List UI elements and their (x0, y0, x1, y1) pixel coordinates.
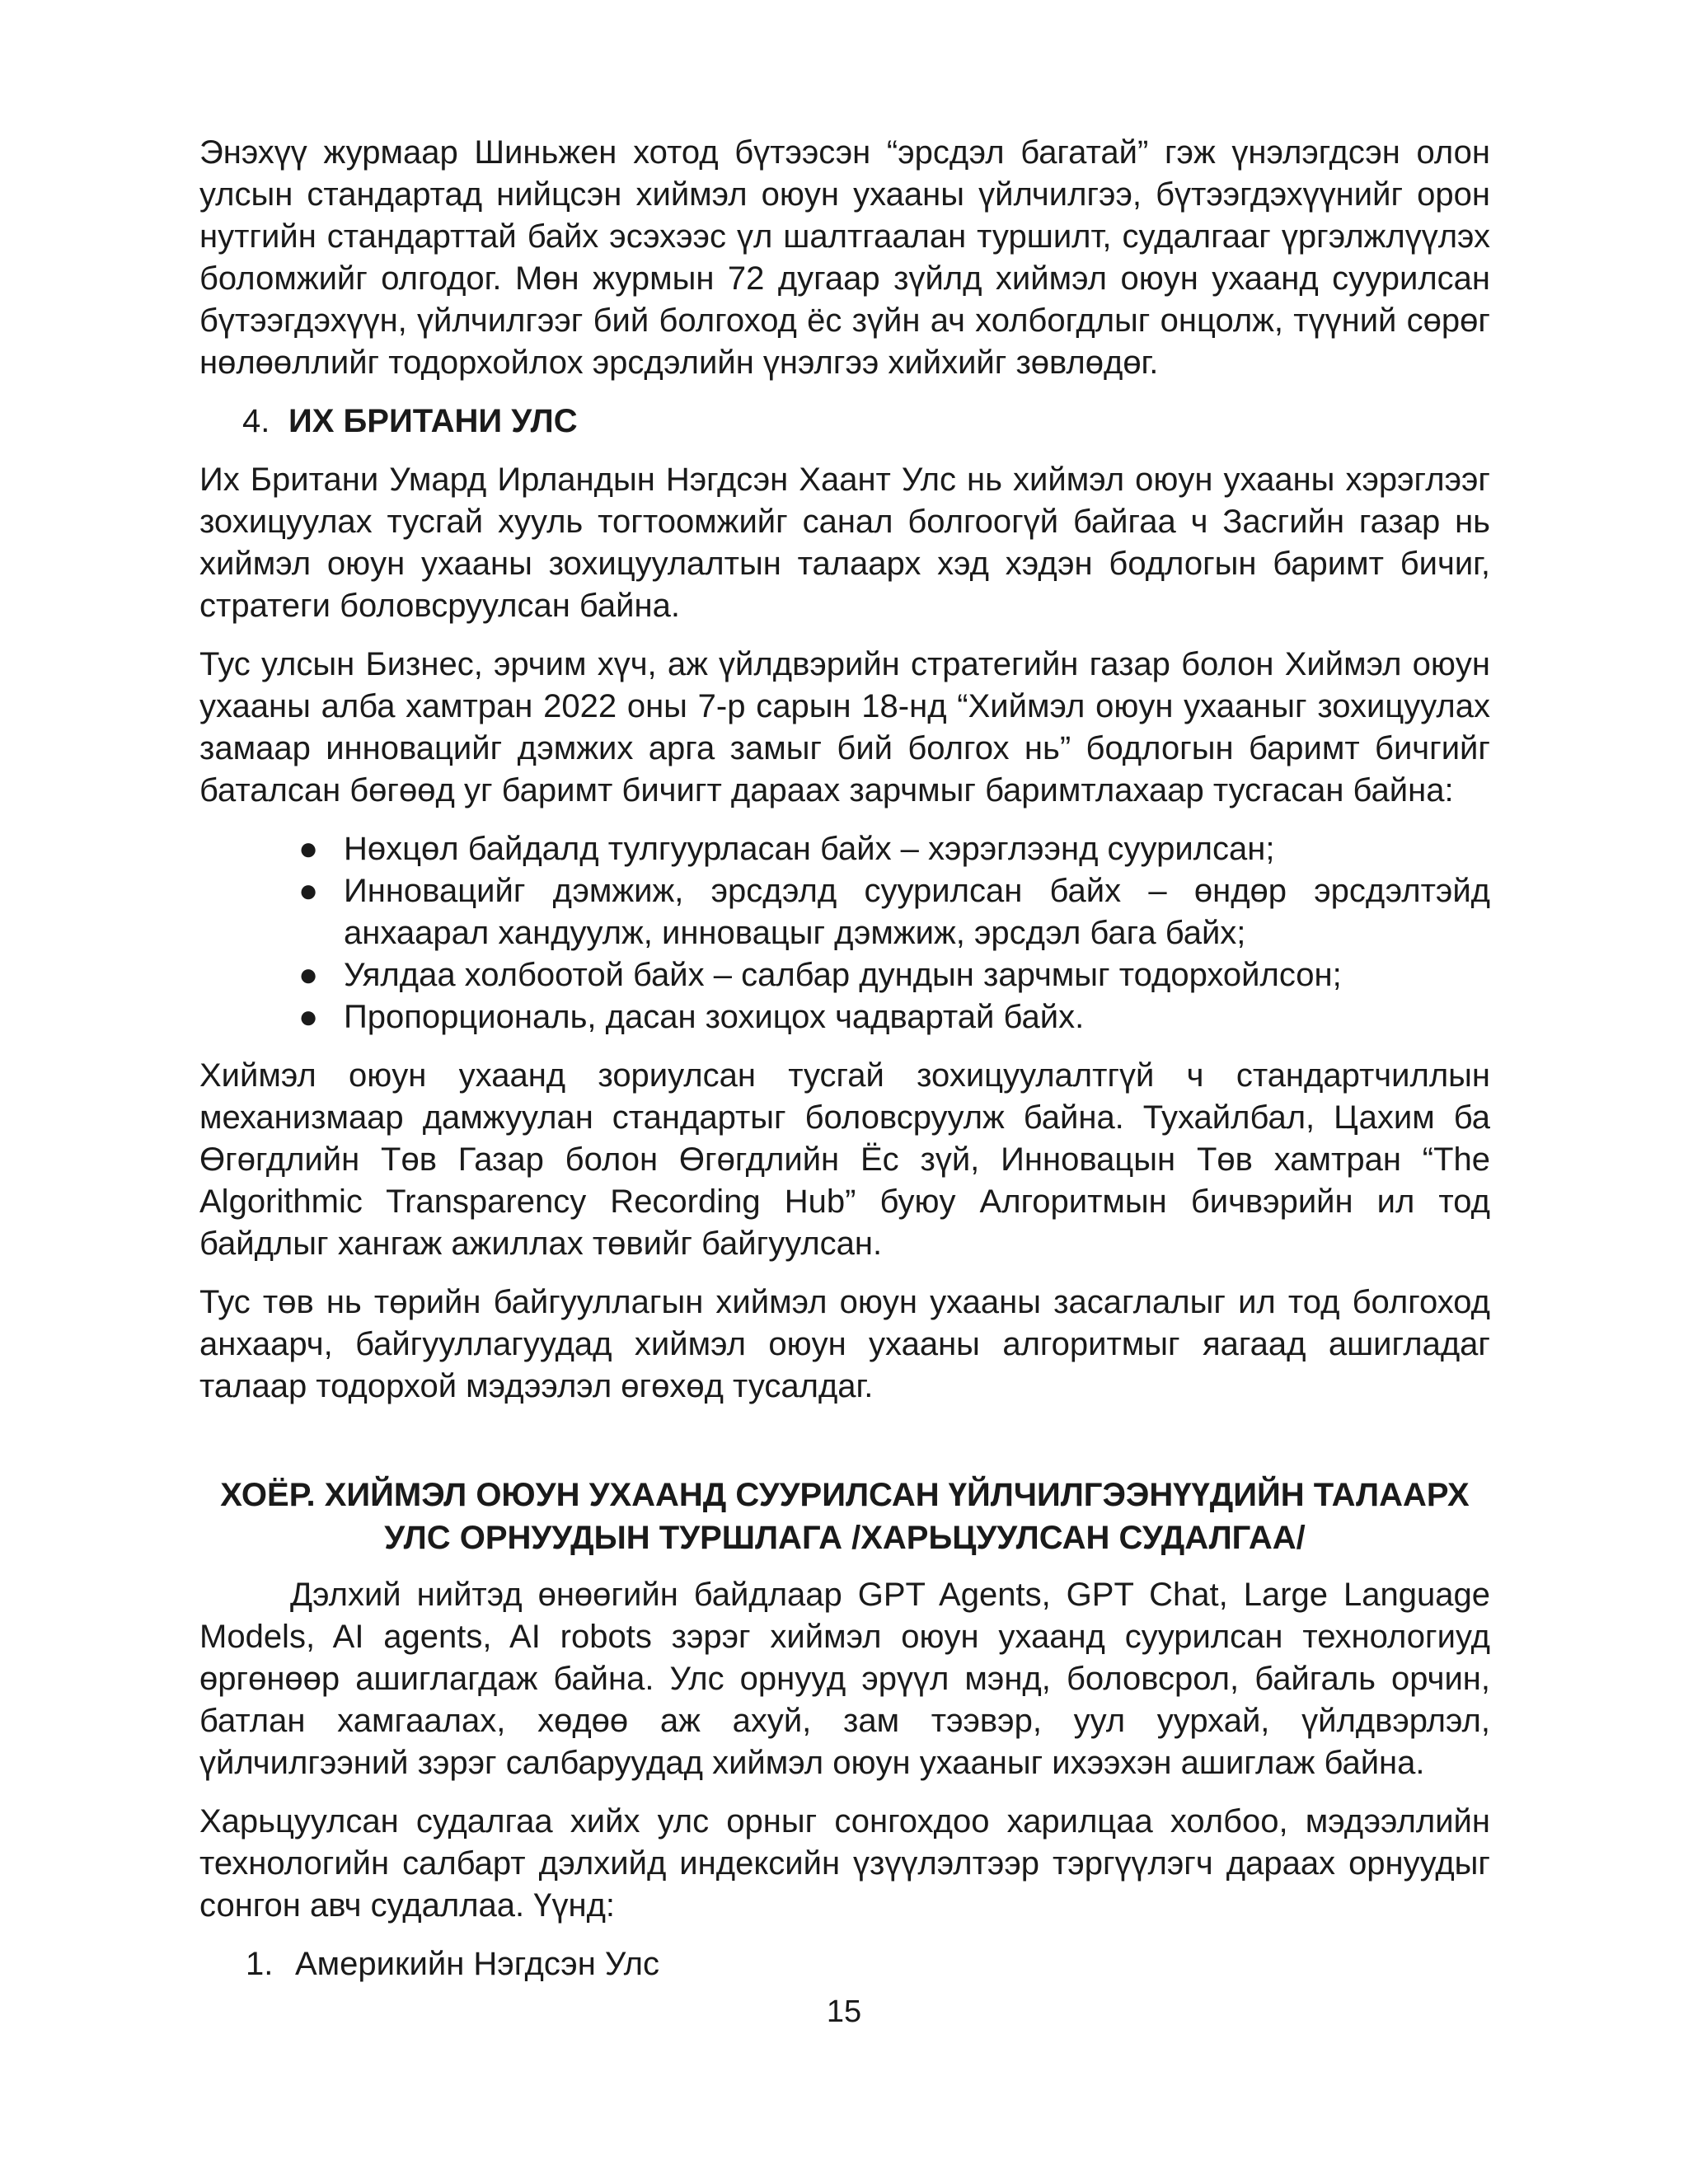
paragraph-shenzhen: Энэхүү журмаар Шиньжен хотод бүтээсэн “эрсдэл багатай” гэж үнэлэгдсэн олон улсын стандартад нийцсэн хиймэл оюун ухааны үйлчилгээ, бүтээгдэхүүнийг орон нутгийн стандарттай байх эсэхээс үл шалтгаалан туршилт, судалгааг үргэлжлүүлэх боломжийг олгодог. Мөн журмын 72 дугаар зүйлд хиймэл оюун ухаанд суурилсан бүтээгдэхүүн, үйлчилгээг бий болгоход ёс зүйн ач холбогдлыг онцолж, түүний сөрөг нөлөөллийг тодорхойлох эрсдэлийн үнэлгээ хийхийг зөвлөдөг. (199, 134, 1490, 381)
section-title: ИХ БРИТАНИ УЛС (288, 403, 578, 439)
page-number: 15 (826, 1994, 862, 2029)
paragraph-country-selection: Харьцуулсан судалгаа хийх улс орныг сонгохдоо харилцаа холбоо, мэдээллийн технологийн салбарт дэлхийд индексийн үзүүлэлтээр тэргүүлэгч дараах орнуудыг сонгон авч судаллаа. Үүнд: (199, 1803, 1490, 1924)
page-content (199, 132, 1490, 1985)
country-list (199, 1943, 1490, 1985)
list-item: ● Пропорциональ, дасан зохицох чадвартай байх. (199, 996, 1490, 1038)
paragraph-global-ai: Дэлхий нийтэд өнөөгийн байдлаар GPT Agents, GPT Chat, Large Language Models, AI agents, AI robots зэрэг хиймэл оюун ухаанд суурилсан технологиуд өргөнөөр ашиглагдаж байна. Улс орнууд эрүүл мэнд, боловсрол, байгаль орчин, батлан хамгаалах, хөдөө аж ахуй, зам тээвэр, уул уурхай, үйлдвэрлэл, үйлчилгээний зэрэг салбаруудад хиймэл оюун ухааныг ихээхэн ашиглаж байна. (199, 1577, 1490, 1781)
list-item (199, 1943, 1490, 1985)
chapter-heading (199, 1474, 1490, 1559)
list-item: ● Нөхцөл байдалд тулгуурласан байх – хэрэглээнд суурилсан; (199, 828, 1490, 870)
country-name: Америкийн Нэгдсэн Улс (295, 1946, 659, 1982)
bullet-icon: ● (298, 831, 319, 867)
bullet-icon: ● (298, 999, 319, 1035)
paragraph-transparency-hub: Тус төв нь төрийн байгууллагын хиймэл оюун ухааны засаглалыг ил тод болгоход анхаарч, байгууллагуудад хиймэл оюун ухааны алгоритмыг яагаад ашигладаг талаар тодорхой мэдээлэл өгөхөд тусалдаг. (199, 1284, 1490, 1404)
chapter-heading-line-1: ХОЁР. ХИЙМЭЛ ОЮУН УХААНД СУУРИЛСАН ҮЙЛЧИЛГЭЭНҮҮДИЙН ТАЛААРХ (220, 1477, 1470, 1513)
section-number: 4. (242, 403, 270, 439)
list-item: ● Уялдаа холбоотой байх – салбар дундын зарчмыг тодорхойлсон; (199, 954, 1490, 996)
paragraph-standards: Хиймэл оюун ухаанд зориулсан тусгай зохицуулалтгүй ч стандартчиллын механизмаар дамжуулан стандартыг боловсруулж байна. Тухайлбал, Цахим ба Өгөгдлийн Төв Газар болон Өгөгдлийн Ёс зүй, Инновацын Төв хамтран “The Algorithmic Transparency Recording Hub” буюу Алгоритмын бичвэрийн ил тод байдлыг хангаж ажиллах төвийг байгуулсан. (199, 1057, 1490, 1262)
bullet-icon: ● (298, 957, 319, 993)
section-heading-uk (199, 401, 1490, 443)
principles-list (199, 828, 1490, 1038)
paragraph-uk-intro: Их Британи Умард Ирландын Нэгдсэн Хаант Улс нь хиймэл оюун ухааны хэрэглээг зохицуулах тусгай хууль тогтоомжийг санал болгоогүй байгаа ч Засгийн газар нь хиймэл оюун ухааны зохицуулалтын талаарх хэд хэдэн бодлогын баримт бичиг, стратеги боловсруулсан байна. (199, 462, 1490, 624)
paragraph-uk-policy: Тус улсын Бизнес, эрчим хүч, аж үйлдвэрийн стратегийн газар болон Хиймэл оюун ухааны алба хамтран 2022 оны 7-р сарын 18-нд “Хиймэл оюун ухааныг зохицуулах замаар инновацийг дэмжих арга замыг бий болгох нь” бодлогын баримт бичгийг баталсан бөгөөд уг баримт бичигт дараах зарчмыг баримтлахаар тусгасан байна: (199, 646, 1490, 808)
chapter-heading-line-2: УЛС ОРНУУДЫН ТУРШЛАГА /ХАРЬЦУУЛСАН СУДАЛГАА/ (384, 1520, 1306, 1556)
bullet-icon: ● (298, 873, 319, 909)
list-number: 1. (246, 1946, 274, 1982)
list-item: ● Инновацийг дэмжиж, эрсдэлд суурилсан байх – өндөр эрсдэлтэйд анхаарал хандуулж, инновацыг дэмжиж, эрсдэл бага байх; (199, 870, 1490, 954)
